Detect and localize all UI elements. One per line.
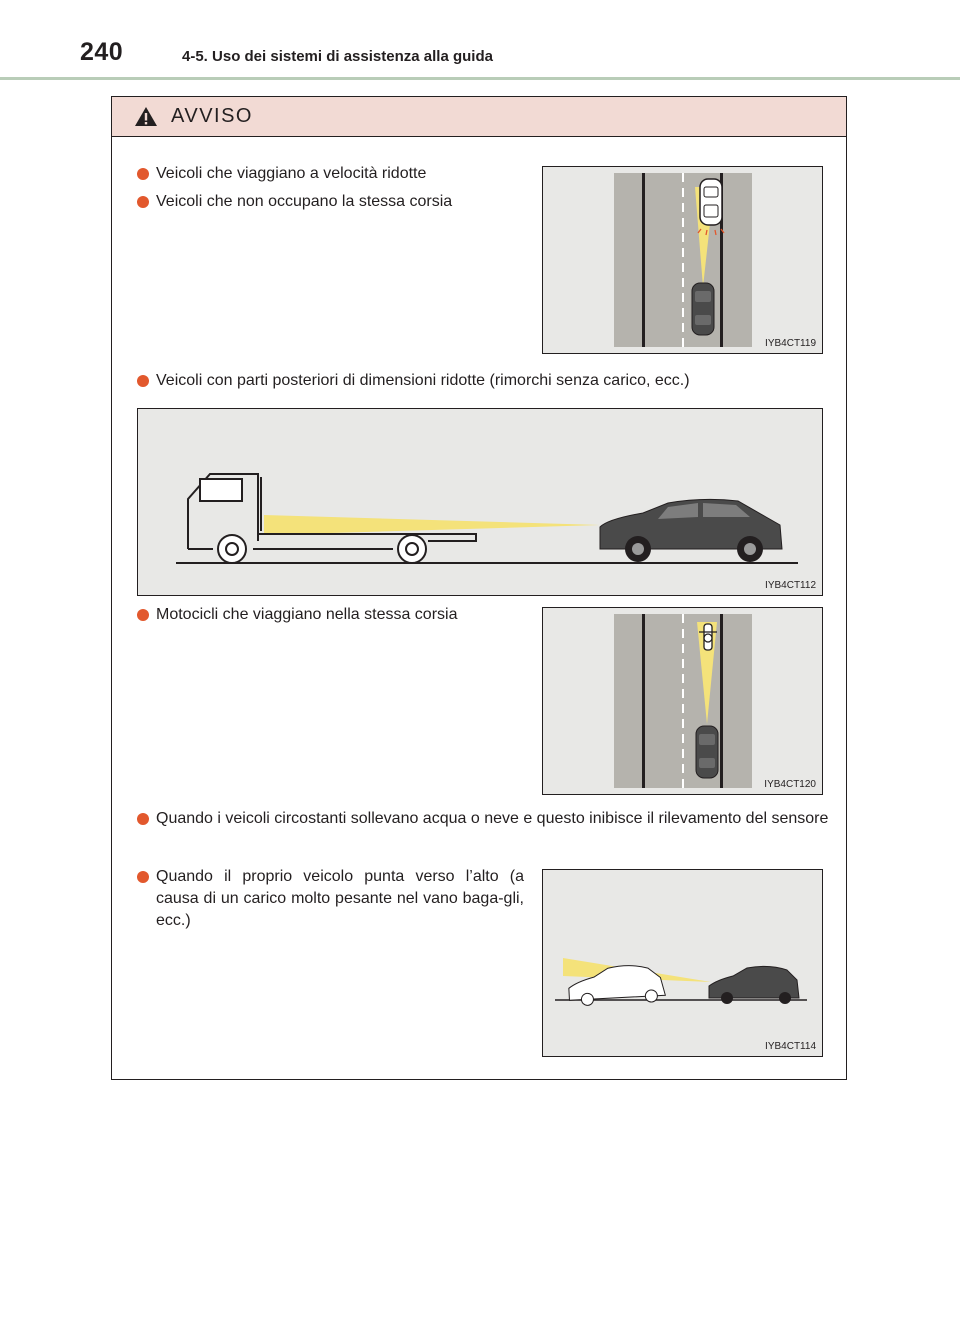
figure-vehicle-tilted bbox=[542, 869, 823, 1057]
top-view-road-illustration bbox=[543, 167, 822, 353]
bullet-icon bbox=[137, 375, 149, 387]
own-car-icon bbox=[692, 283, 714, 335]
list-item bbox=[137, 191, 536, 213]
list-item bbox=[137, 370, 856, 392]
bullet-icon bbox=[137, 871, 149, 883]
bullet-icon bbox=[137, 813, 149, 825]
figure-motorcycle bbox=[542, 607, 823, 795]
list-item-text: Veicoli che non occupano la stessa corsia bbox=[156, 193, 453, 210]
figure-code: IYB4CT119 bbox=[765, 338, 816, 349]
list-item bbox=[137, 808, 840, 830]
bullet-icon bbox=[137, 168, 149, 180]
warning-header bbox=[112, 97, 846, 137]
side-view-truck-illustration bbox=[138, 409, 822, 595]
figure-slow-vehicle bbox=[542, 166, 823, 354]
figure-code: IYB4CT114 bbox=[765, 1041, 816, 1052]
list-item-text: Veicoli che viaggiano a velocità ridotte bbox=[156, 165, 427, 182]
figure-code: IYB4CT120 bbox=[764, 779, 816, 790]
figure-code: IYB4CT112 bbox=[765, 580, 816, 591]
own-car-icon bbox=[696, 726, 718, 778]
bullet-icon bbox=[137, 196, 149, 208]
warning-title: AVVISO bbox=[171, 105, 253, 127]
bullet-icon bbox=[137, 609, 149, 621]
list-item bbox=[137, 163, 536, 185]
list-item-text: Quando il proprio veicolo punta verso l’alto (a causa di un carico molto pesante nel vano baga-gli, ecc.) bbox=[156, 868, 524, 929]
list-item-text: Motocicli che viaggiano nella stessa corsia bbox=[156, 606, 458, 623]
hatchback-car-icon bbox=[600, 499, 782, 562]
warning-triangle-icon bbox=[134, 106, 158, 127]
page-number: 240 bbox=[80, 38, 124, 66]
list-item bbox=[137, 866, 524, 932]
figure-small-rear-vehicle bbox=[137, 408, 823, 596]
list-item bbox=[137, 604, 536, 626]
side-view-tilt-illustration bbox=[543, 870, 822, 1056]
section-title: 4-5. Uso dei sistemi di assistenza alla guida bbox=[182, 48, 493, 65]
front-car-icon bbox=[709, 966, 799, 1004]
list-item-text: Quando i veicoli circostanti sollevano acqua o neve e questo inibisce il rilevamento del sensore bbox=[156, 810, 829, 827]
list-item-text: Veicoli con parti posteriori di dimensioni ridotte (rimorchi senza carico, ecc.) bbox=[156, 372, 690, 389]
top-view-motorcycle-illustration bbox=[543, 608, 822, 794]
header-rule bbox=[0, 77, 960, 80]
